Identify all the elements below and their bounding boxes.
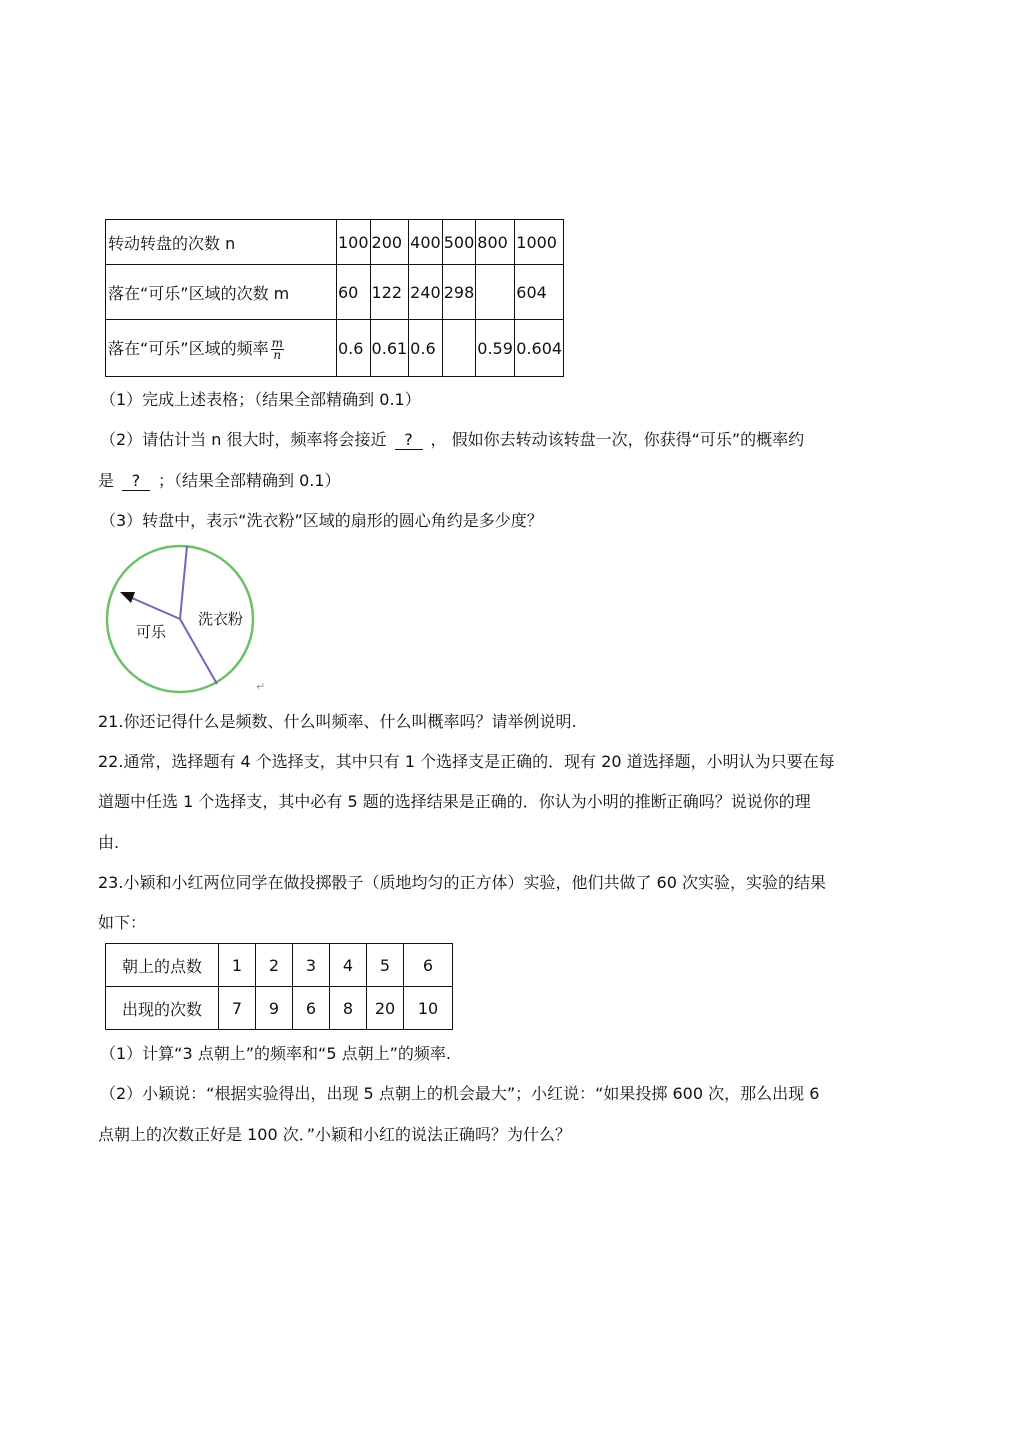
q20-part2-text-b: ， 假如你去转动该转盘一次，你获得“可乐”的概率约 <box>430 430 805 449</box>
spinner-frequency-table <box>105 219 564 377</box>
dice-results-table <box>105 943 453 1030</box>
fraction-numerator: m <box>271 335 283 350</box>
q20-part2-text-d: ；（结果全部精确到 0.1） <box>158 471 341 490</box>
table-row <box>106 220 564 265</box>
question-23-line2: 如下： <box>98 913 147 932</box>
q20-part2 <box>100 430 804 450</box>
pointer-arrowhead <box>120 592 135 603</box>
row-label-face: 朝上的点数 <box>106 944 219 987</box>
sector-label-cola: 可乐 <box>136 623 167 641</box>
question-23-part2-line2: 点朝上的次数正好是 100 次．”小颖和小红的说法正确吗？为什么？ <box>98 1125 572 1144</box>
table-cell: 9 <box>256 987 293 1030</box>
table-cell: 400 <box>409 220 443 265</box>
table-cell: 0.61 <box>370 320 409 377</box>
table-cell <box>476 265 515 320</box>
spinner-wheel-diagram <box>100 540 270 700</box>
row-label-cola-frequency <box>106 320 337 377</box>
table-cell: 60 <box>337 265 371 320</box>
table-row <box>106 944 453 987</box>
sector-label-detergent: 洗衣粉 <box>198 610 244 628</box>
table-cell: 10 <box>404 987 453 1030</box>
question-23-line1: 23.小颖和小红两位同学在做投掷骰子（质地均匀的正方体）实验，他们共做了 60 次实验，实验的结果 <box>98 873 826 892</box>
table-cell: 3 <box>293 944 330 987</box>
table-row <box>106 987 453 1030</box>
table-cell: 0.59 <box>476 320 515 377</box>
table-cell: 0.6 <box>337 320 371 377</box>
table-cell: 100 <box>337 220 371 265</box>
paragraph-mark-icon: ↵ <box>256 680 266 693</box>
table-cell <box>442 320 476 377</box>
q20-part1: （1）完成上述表格；（结果全部精确到 0.1） <box>100 390 421 409</box>
row-label-spins: 转动转盘的次数 n <box>106 220 337 265</box>
table-cell: 7 <box>219 987 256 1030</box>
table-cell: 5 <box>367 944 404 987</box>
row-label-cola-count: 落在“可乐”区域的次数 m <box>106 265 337 320</box>
table-cell: 4 <box>330 944 367 987</box>
fraction-denominator: n <box>273 347 282 362</box>
sector-divider <box>180 619 217 684</box>
spinner-pointer <box>132 598 180 619</box>
table-cell: 20 <box>367 987 404 1030</box>
table-cell: 240 <box>409 265 443 320</box>
table-cell: 6 <box>293 987 330 1030</box>
table-row <box>106 265 564 320</box>
question-23-part2-line1: （2）小颖说：“根据实验得出，出现 5 点朝上的机会最大”；小红说：“如果投掷 600 次，那么出现 6 <box>100 1084 820 1103</box>
row-label-text: 落在“可乐”区域的频率 <box>108 338 269 358</box>
table-cell: 500 <box>442 220 476 265</box>
table-cell: 800 <box>476 220 515 265</box>
table-cell: 2 <box>256 944 293 987</box>
sector-divider <box>180 546 187 619</box>
table-cell: 1000 <box>515 220 564 265</box>
table-row <box>106 320 564 377</box>
question-22-line2: 道题中任选 1 个选择支，其中必有 5 题的选择结果是正确的．你认为小明的推断正确吗？说说你的理 <box>98 792 811 811</box>
question-23-part1: （1）计算“3 点朝上”的频率和“5 点朝上”的频率. <box>100 1044 451 1063</box>
table-cell: 604 <box>515 265 564 320</box>
answer-blank: ? <box>122 472 150 491</box>
question-22-line3: 由. <box>98 833 120 852</box>
q20-part2-text-c: 是 <box>98 471 115 490</box>
table-cell: 8 <box>330 987 367 1030</box>
table-cell: 0.604 <box>515 320 564 377</box>
table-cell: 122 <box>370 265 409 320</box>
q20-part3: （3）转盘中，表示“洗衣粉”区域的扇形的圆心角约是多少度？ <box>100 511 543 530</box>
row-label-count: 出现的次数 <box>106 987 219 1030</box>
table-cell: 200 <box>370 220 409 265</box>
answer-blank: ? <box>395 431 423 450</box>
table-cell: 6 <box>404 944 453 987</box>
q20-part2-cont <box>98 471 341 491</box>
q20-part2-text-a: （2）请估计当 n 很大时，频率将会接近 <box>100 430 387 449</box>
question-22-line1: 22.通常，选择题有 4 个选择支，其中只有 1 个选择支是正确的．现有 20 道选择题，小明认为只要在每 <box>98 752 835 771</box>
table-cell: 0.6 <box>409 320 443 377</box>
table-cell: 298 <box>442 265 476 320</box>
table-cell: 1 <box>219 944 256 987</box>
question-21: 21.你还记得什么是频数、什么叫频率、什么叫概率吗？请举例说明. <box>98 712 577 731</box>
fraction-m-over-n <box>271 335 284 362</box>
